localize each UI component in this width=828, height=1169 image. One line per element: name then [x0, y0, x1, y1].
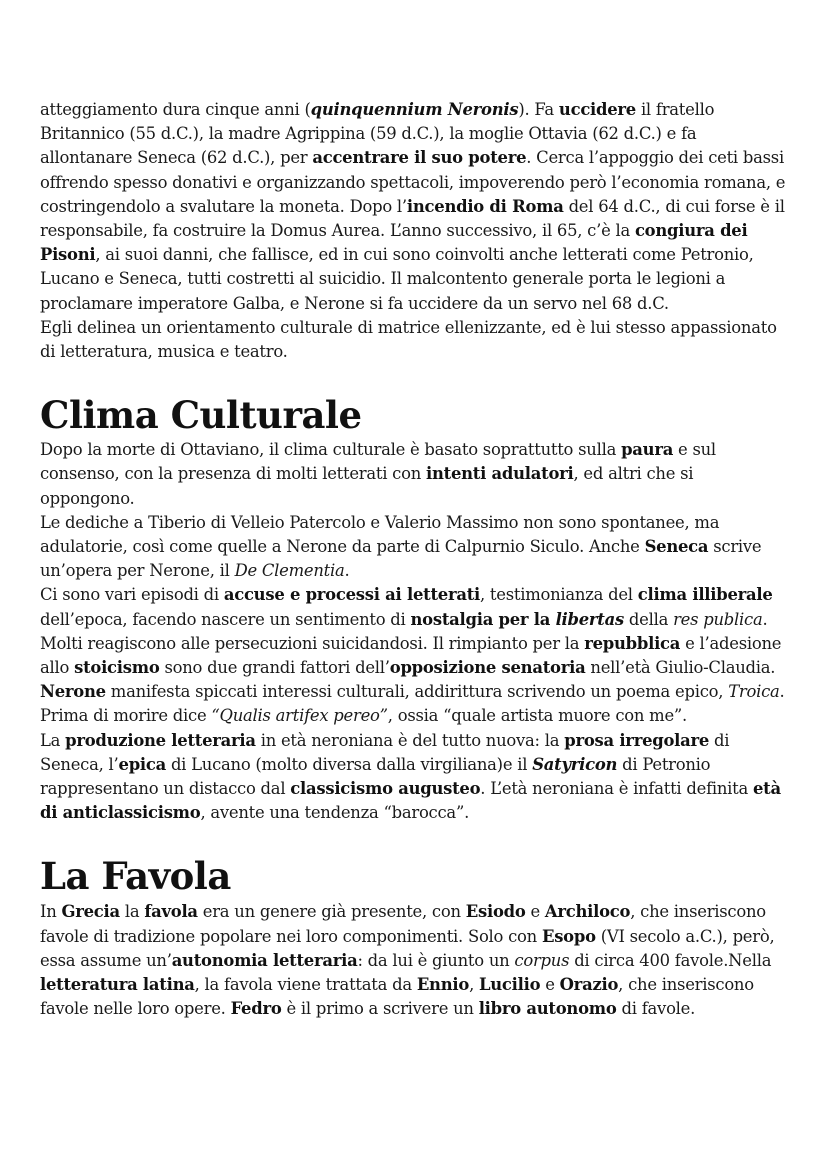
text-run: dell’epoca, facendo nascere un sentimento di — [40, 609, 411, 629]
text-run: di Seneca, l’ — [40, 730, 730, 774]
text-run: epica — [118, 754, 166, 774]
text-run: , la favola viene trattata da — [194, 975, 417, 995]
text-run: nostalgia per la — [410, 609, 556, 629]
text-run: classicismo augusteo — [290, 779, 481, 799]
clima-paragraph-3 — [40, 583, 792, 631]
text-run: : da lui è giunto un — [357, 950, 515, 970]
text-run: ). Fa — [518, 100, 559, 119]
text-run: Fedro — [230, 999, 282, 1019]
text-run: incendio di Roma — [406, 196, 564, 216]
text-run: intenti adulatori — [425, 464, 574, 484]
text-run: , ai suoi danni, che fallisce, ed in cui sono coinvolti anche letterati come Petronio, Lucano e Seneca, tutti costretti al suicidio. Il malcontento generale porta le legioni a proclamare imperatore Galba, e Nerone si fa uccidere da un servo nel 68 d.C. — [40, 245, 754, 313]
text-run: Troica — [728, 682, 780, 702]
text-run: Molti reagiscono alle persecuzioni suicidandosi. Il rimpianto per la — [40, 633, 585, 653]
text-run: corpus — [514, 950, 570, 970]
text-run: , testimonianza del — [480, 585, 638, 605]
text-run: De Clementia — [234, 561, 345, 581]
text-run: favola — [144, 902, 198, 922]
text-run: atteggiamento dura cinque anni ( — [40, 100, 311, 119]
text-run: , avente una tendenza “barocca”. — [200, 803, 470, 823]
intro-paragraph-1 — [40, 98, 792, 316]
text-run: nell’età Giulio-Claudia. — [585, 658, 776, 678]
favola-paragraph-1 — [40, 900, 792, 1021]
text-run: , ossia “quale artista muore con me”. — [387, 706, 687, 726]
text-run: Esopo — [541, 926, 596, 946]
text-run: . Cerca l’appoggio dei ceti bassi offrendo spesso donativi e organizzando spettacoli, impoverendo però l’economia romana, e costringendolo a svalutare la moneta. Dopo l’ — [40, 148, 786, 216]
text-run: , — [469, 975, 479, 995]
text-run: accuse e processi ai letterati — [223, 585, 480, 605]
text-run: libro autonomo — [478, 999, 617, 1019]
text-run: clima illiberale — [637, 585, 773, 605]
text-run: Orazio — [559, 975, 619, 995]
text-run: quinquennium Neronis — [310, 100, 519, 119]
text-run: sono due grandi fattori dell’ — [159, 658, 390, 678]
text-run: paura — [621, 440, 674, 460]
text-run: Seneca — [644, 537, 709, 557]
text-run: opposizione senatoria — [389, 658, 586, 678]
text-run: “Qualis artifex pereo” — [211, 706, 388, 726]
text-run: e sul consenso, con la presenza di molti letterati con — [40, 440, 716, 484]
text-run: Grecia — [61, 902, 120, 922]
text-run: di Petronio rappresentano un distacco dal — [40, 754, 711, 799]
text-run: repubblica — [584, 633, 681, 653]
intro-paragraph-2 — [40, 316, 792, 364]
text-run: Dopo la morte di Ottaviano, il clima culturale è basato soprattutto sulla — [40, 440, 622, 460]
clima-paragraph-2 — [40, 511, 792, 584]
text-run: . L’età neroniana è infatti definita — [480, 779, 753, 799]
clima-paragraph-1 — [40, 438, 792, 511]
text-run: manifesta spiccati interessi culturali, addirittura scrivendo un poema epico, — [105, 682, 729, 702]
text-run: di favole. — [616, 999, 696, 1019]
text-run: di Lucano (molto diversa dalla virgiliana)e il — [165, 754, 533, 774]
text-run: del 64 d.C., di cui forse è il responsabile, fa costruire la Domus Aurea. L’anno successivo, il 65, c’è la — [40, 196, 785, 241]
text-run: In — [40, 902, 62, 922]
text-run: . — [762, 609, 768, 629]
section-heading-la-favola: La Favola — [40, 854, 231, 899]
text-run: prosa irregolare — [564, 730, 710, 750]
text-run: Le dediche a Tiberio di Velleio Patercolo e Valerio Massimo non sono spontanee, ma adulatorie, così come quelle a Nerone da parte di Calpurnio Siculo. Anche — [40, 512, 720, 557]
text-run: . — [344, 561, 350, 581]
text-run: di circa 400 favole.Nella — [569, 950, 772, 970]
text-run: è il primo a scrivere un — [281, 999, 479, 1019]
text-run: e — [540, 975, 560, 995]
text-run: La — [40, 730, 66, 750]
text-run: Egli delinea un orientamento culturale di matrice ellenizzante, ed è lui stesso appassionato di letteratura, musica e teatro. — [40, 317, 777, 362]
text-run: e l’adesione allo — [40, 633, 782, 678]
section-heading-clima-culturale: Clima Culturale — [40, 393, 362, 438]
text-run: produzione letteraria — [65, 730, 256, 750]
text-run: , ed altri che si oppongono. — [40, 464, 694, 508]
text-run: in età neroniana è del tutto nuova: la — [255, 730, 565, 750]
text-run: era un genere già presente, con — [197, 902, 466, 922]
text-run: libertas — [555, 609, 624, 629]
text-run: res publica — [673, 609, 763, 629]
text-run: e — [525, 902, 545, 922]
text-run: la — [119, 902, 145, 922]
text-run: Satyricon — [532, 754, 618, 774]
text-run: stoicismo — [74, 658, 160, 678]
text-run: , che inseriscono favole di tradizione popolare nei loro componimenti. Solo con — [40, 902, 766, 946]
text-run: (VI secolo a.C.), però, essa assume un’ — [40, 926, 775, 970]
text-run: congiura dei Pisoni — [40, 221, 748, 265]
text-run: Esiodo — [465, 902, 526, 922]
text-run: accentrare il suo potere — [312, 148, 527, 168]
document-page — [40, 98, 792, 1022]
text-run: . Prima di morire dice — [40, 682, 785, 726]
text-run: Ci sono vari episodi di — [40, 585, 224, 605]
text-run: autonomia letteraria — [171, 950, 358, 970]
text-run: , che inseriscono favole nelle loro opere. — [40, 975, 754, 1019]
text-run: Lucilio — [478, 975, 541, 995]
text-run: uccidere — [558, 100, 636, 119]
text-run: letteratura latina — [40, 975, 195, 995]
clima-paragraph-4 — [40, 632, 792, 680]
text-run: della — [623, 609, 674, 629]
text-run: età di anticlassicismo — [40, 779, 781, 823]
clima-paragraph-5 — [40, 680, 792, 728]
text-run: Nerone — [40, 682, 106, 702]
text-run: scrive un’opera per Nerone, il — [40, 537, 762, 581]
clima-paragraph-6 — [40, 729, 792, 826]
text-run: il fratello Britannico (55 d.C.), la madre Agrippina (59 d.C.), la moglie Ottavia (62 d.C.) e fa allontanare Seneca (62 d.C.), per — [40, 100, 715, 168]
text-run: Archiloco — [544, 902, 631, 922]
text-run: Ennio — [416, 975, 470, 995]
